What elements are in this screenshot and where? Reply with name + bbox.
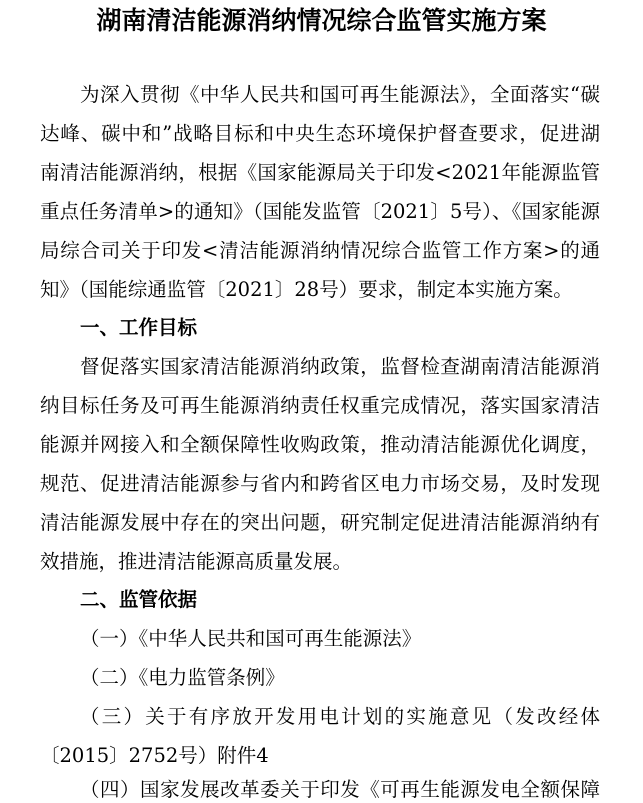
goals-line-3: 能源并网接入和全额保障性收购政策，推动清洁能源优化调度， [40, 433, 600, 456]
goals-line-2: 纳目标任务及可再生能源消纳责任权重完成情况，落实国家清洁 [40, 394, 600, 417]
basis-item-4-line-1: （四）国家发展改革委关于印发《可再生能源发电全额保障 [80, 778, 600, 801]
basis-item-3-line-1: （三）关于有序放开发用电计划的实施意见（发改经体 [80, 705, 600, 728]
goals-line-1: 督促落实国家清洁能源消纳政策，监督检查湖南清洁能源消 [80, 355, 600, 378]
intro-line-6: 知》（国能综通监管〔2021〕28号）要求，制定本实施方案。 [40, 278, 573, 301]
basis-item-3-line-2: 〔2015〕2752号）附件4 [40, 744, 269, 767]
intro-line-3: 南清洁能源消纳，根据《国家能源局关于印发<2021年能源监管 [40, 161, 600, 184]
intro-line-5: 局综合司关于印发<清洁能源消纳情况综合监管工作方案>的通 [40, 239, 600, 262]
goals-line-6: 效措施，推进清洁能源高质量发展。 [40, 550, 353, 573]
basis-item-2: （二）《电力监管条例》 [80, 666, 285, 689]
basis-item-1: （一）《中华人民共和国可再生能源法》 [80, 627, 422, 650]
goals-line-5: 清洁能源发展中存在的突出问题，研究制定促进清洁能源消纳有 [40, 511, 600, 534]
section-heading-goals: 一、工作目标 [80, 316, 198, 339]
intro-line-4: 重点任务清单>的通知》（国能发监管〔2021〕5号）、《国家能源 [40, 200, 600, 223]
goals-line-4: 规范、促进清洁能源参与省内和跨省区电力市场交易，及时发现 [40, 472, 600, 495]
intro-line-2: 达峰、碳中和”战略目标和中央生态环境保护督查要求，促进湖 [40, 122, 600, 145]
document-title: 湖南清洁能源消纳情况综合监管实施方案 [96, 6, 547, 35]
section-heading-basis: 二、监管依据 [80, 588, 198, 611]
intro-line-1: 为深入贯彻《中华人民共和国可再生能源法》，全面落实“碳 [80, 83, 600, 106]
